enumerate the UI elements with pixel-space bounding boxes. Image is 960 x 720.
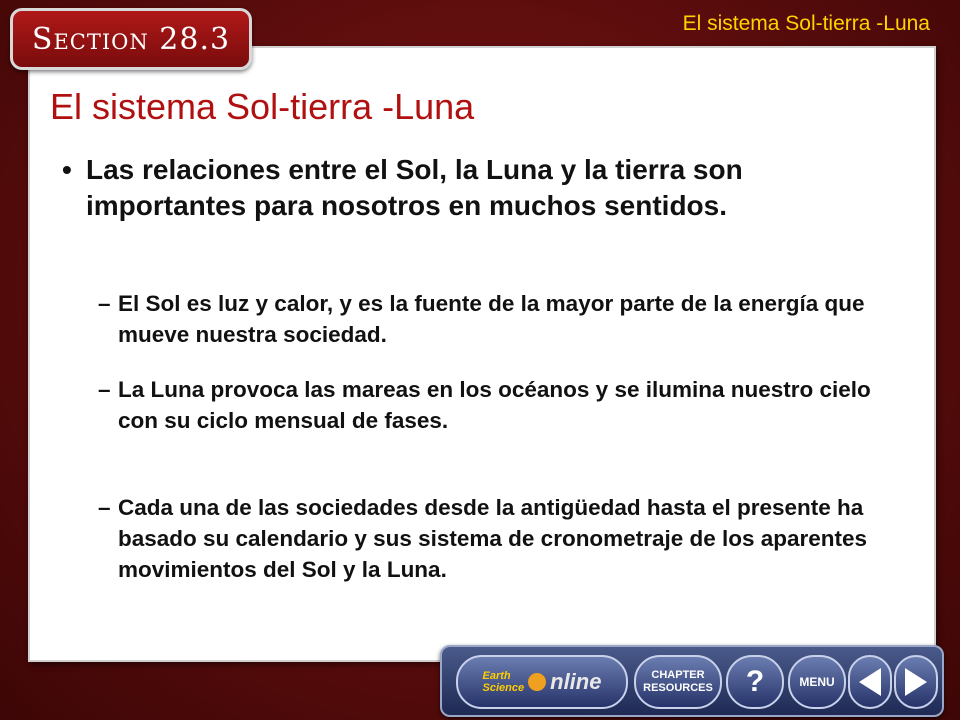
help-button[interactable] xyxy=(726,655,784,709)
earth-science-online-button[interactable] xyxy=(456,655,628,709)
sub-bullet-text: Cada una de las sociedades desde la antigüedad hasta el presente ha basado su calendario y sus sistema de cronometraje de los aparentes movimientos del Sol y la Luna. xyxy=(118,495,868,582)
resources-label: RESOURCES xyxy=(643,682,713,694)
slide-title: El sistema Sol-tierra -Luna xyxy=(50,86,475,127)
section-tab xyxy=(10,8,252,70)
earth-science-wordmark xyxy=(483,670,525,694)
previous-button[interactable] xyxy=(848,655,892,709)
sub-bullet-text: El Sol es luz y calor, y es la fuente de la mayor parte de la energía que mueve nuestra sociedad. xyxy=(118,291,865,347)
right-arrow-icon xyxy=(905,668,927,696)
chapter-label: CHAPTER xyxy=(651,669,705,681)
globe-icon xyxy=(528,673,546,691)
sub-bullet-1 xyxy=(98,288,878,350)
section-label: Section 28.3 xyxy=(31,21,231,57)
sub-bullet-2 xyxy=(98,374,878,436)
main-bullet-text: Las relaciones entre el Sol, la Luna y la tierra son importantes para nosotros en muchos sentidos. xyxy=(86,154,743,221)
sub-bullet-marker: – xyxy=(98,377,111,402)
main-bullet xyxy=(62,152,882,224)
logo-online: nline xyxy=(550,669,602,694)
chapter-resources-button[interactable] xyxy=(634,655,722,709)
sub-bullet-marker: – xyxy=(98,291,111,316)
header-topic-title: El sistema Sol-tierra -Luna xyxy=(682,12,930,35)
next-button[interactable] xyxy=(894,655,938,709)
help-icon: ? xyxy=(745,665,765,698)
logo-word-earth: Earth xyxy=(482,670,511,682)
sub-bullet-text: La Luna provoca las mareas en los océanos y se ilumina nuestro cielo con su ciclo mensual de fases. xyxy=(118,377,871,433)
sub-bullet-marker: – xyxy=(98,495,111,520)
menu-label: MENU xyxy=(799,675,835,689)
sub-bullet-3 xyxy=(98,492,878,585)
logo-word-science: Science xyxy=(482,682,525,694)
navigation-bar xyxy=(440,645,944,717)
left-arrow-icon xyxy=(859,668,881,696)
bullet-marker: • xyxy=(62,154,72,185)
menu-button[interactable] xyxy=(788,655,846,709)
